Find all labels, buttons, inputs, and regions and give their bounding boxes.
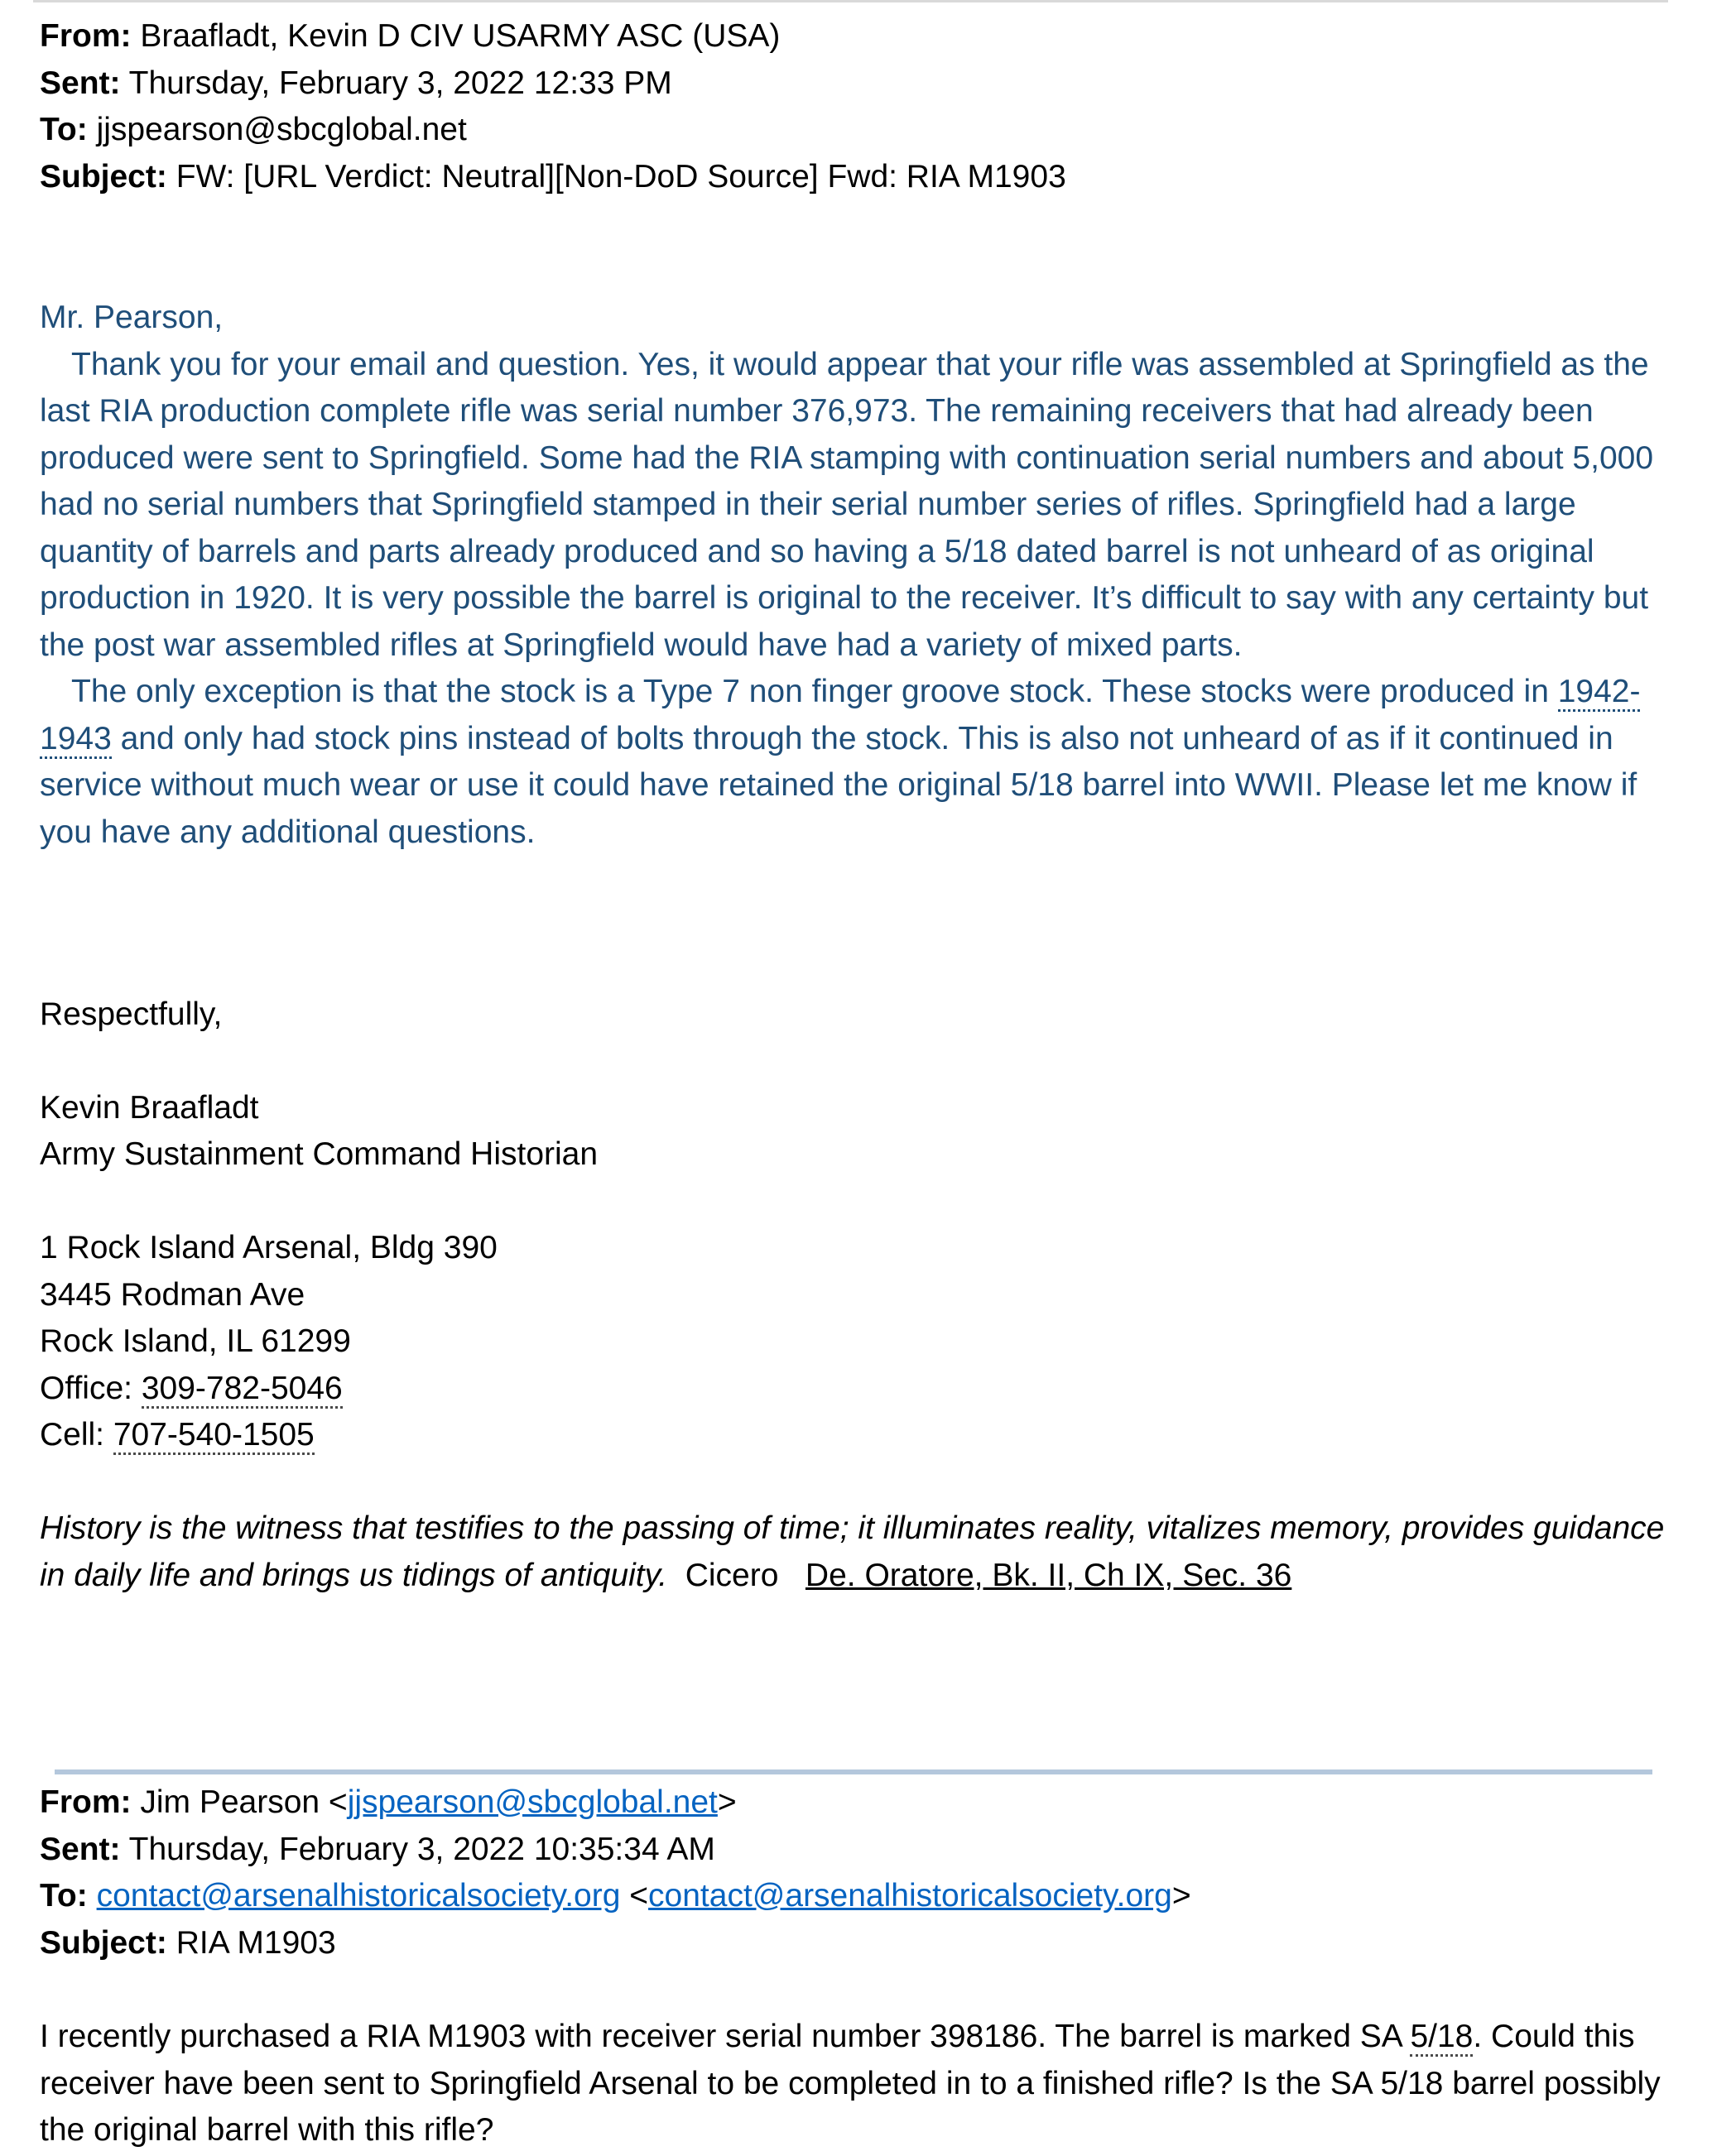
header-subject xyxy=(40,154,1066,201)
header-sent xyxy=(40,60,1066,108)
office-label: Office: xyxy=(40,1371,142,1406)
quote-text: History is the witness that testifies to the passing of time; it illuminates reality, vitalizes memory, provides guidance in daily life and brings us tidings of antiquity. xyxy=(40,1510,1665,1593)
sent-value: Thursday, February 3, 2022 12:33 PM xyxy=(128,65,672,101)
reply-paragraph-2-end: and only had stock pins instead of bolts through the stock. This is also not unheard of as if it continued in service without much wear or use it could have retained the original 5/18 barrel into WWII. Please let me know if you have any additional questions. xyxy=(40,720,1637,850)
original-subject-value: RIA M1903 xyxy=(166,1924,336,1961)
cell-label: Cell: xyxy=(40,1417,113,1453)
closing: Respectfully, xyxy=(40,996,223,1032)
cell-phone-line xyxy=(40,1412,315,1459)
original-from-close: > xyxy=(717,1784,737,1820)
original-from-name: Jim Pearson < xyxy=(131,1784,348,1820)
email-header xyxy=(40,13,1066,200)
to-value: jjspearson@sbcglobal.net xyxy=(96,112,467,147)
header-to xyxy=(40,107,1066,154)
quote-author: Cicero xyxy=(667,1557,806,1593)
message-divider xyxy=(55,1769,1652,1774)
from-label: From: xyxy=(40,18,132,54)
subject-label: Subject: xyxy=(40,158,167,194)
original-sent-value: Thursday, February 3, 2022 10:35:34 AM xyxy=(120,1831,715,1867)
original-subject xyxy=(40,1920,1191,1967)
address-line-3: Rock Island, IL 61299 xyxy=(40,1323,351,1359)
reply-paragraph-1: Thank you for your email and question. Yes, it would appear that your rifle was assembled at Springfield as the last RIA production complete rifle was serial number 376,973. The remaining receivers that had already been produced were sent to Springfield. Some had the RIA stamping with continuation serial numbers and about 5,000 had no serial numbers that Springfield stamped in their serial number series of rifles. Springfield had a large quantity of barrels and parts already produced and so having a 5/18 dated barrel is not unheard of as original production in 1920. It is very possible the barrel is original to the receiver. It’s difficult to say with any certainty but the post war assembled rifles at Springfield would have had a variety of mixed parts. xyxy=(40,346,1654,663)
original-to xyxy=(40,1873,1191,1920)
original-body-end: . Could this receiver have been sent to Springfield Arsenal to be completed in to a finished rifle? Is the SA 5/18 barrel possibly the original barrel with this rifle? xyxy=(40,2019,1661,2148)
original-sent-label: Sent: xyxy=(40,1831,121,1867)
to-label: To: xyxy=(40,112,88,147)
original-header xyxy=(40,1779,1191,1966)
address-line-2: 3445 Rodman Ave xyxy=(40,1277,305,1313)
office-phone[interactable]: 309-782-5046 xyxy=(142,1371,343,1409)
original-to-open: < xyxy=(620,1878,649,1914)
address-line-1: 1 Rock Island Arsenal, Bldg 390 xyxy=(40,1230,498,1265)
original-body-start: I recently purchased a RIA M1903 with receiver serial number 398186. The barrel is marked SA xyxy=(40,2019,1411,2054)
quote-source: De. Oratore, Bk. II, Ch IX, Sec. 36 xyxy=(805,1557,1292,1593)
original-sent xyxy=(40,1827,1191,1874)
reply-paragraph-2 xyxy=(40,669,1687,856)
original-to-email-link-2[interactable]: contact@arsenalhistoricalsociety.org xyxy=(648,1878,1172,1914)
from-value: Braafladt, Kevin D CIV USARMY ASC (USA) xyxy=(140,18,781,54)
signature-title: Army Sustainment Command Historian xyxy=(40,1136,599,1172)
years-smart-tag: 1942-1943 xyxy=(40,674,1640,759)
original-to-close: > xyxy=(1171,1878,1191,1914)
header-from xyxy=(40,13,1066,60)
original-to-label: To: xyxy=(40,1878,88,1914)
original-from xyxy=(40,1779,1191,1827)
signature-name: Kevin Braafladt xyxy=(40,1090,259,1126)
reply-paragraph-2-start: The only exception is that the stock is a Type 7 non finger groove stock. These stocks were produced in xyxy=(71,674,1558,709)
subject-value: FW: [URL Verdict: Neutral][Non-DoD Source] Fwd: RIA M1903 xyxy=(176,158,1066,194)
top-rule xyxy=(33,0,1668,2)
sent-label: Sent: xyxy=(40,65,121,101)
barrel-date-smart-tag: 5/18 xyxy=(1410,2019,1473,2057)
original-body-paragraph xyxy=(40,2014,1695,2154)
original-from-label: From: xyxy=(40,1784,132,1820)
original-from-email-link[interactable]: jjspearson@sbcglobal.net xyxy=(347,1784,718,1820)
reply-body xyxy=(40,295,1687,856)
original-body xyxy=(40,2014,1695,2154)
original-subject-label: Subject: xyxy=(40,1924,167,1961)
salutation: Mr. Pearson, xyxy=(40,300,224,335)
signature-quote xyxy=(40,1505,1687,1599)
original-to-email-link[interactable]: contact@arsenalhistoricalsociety.org xyxy=(96,1878,621,1914)
office-phone-line xyxy=(40,1366,343,1413)
cell-phone[interactable]: 707-540-1505 xyxy=(113,1417,315,1455)
